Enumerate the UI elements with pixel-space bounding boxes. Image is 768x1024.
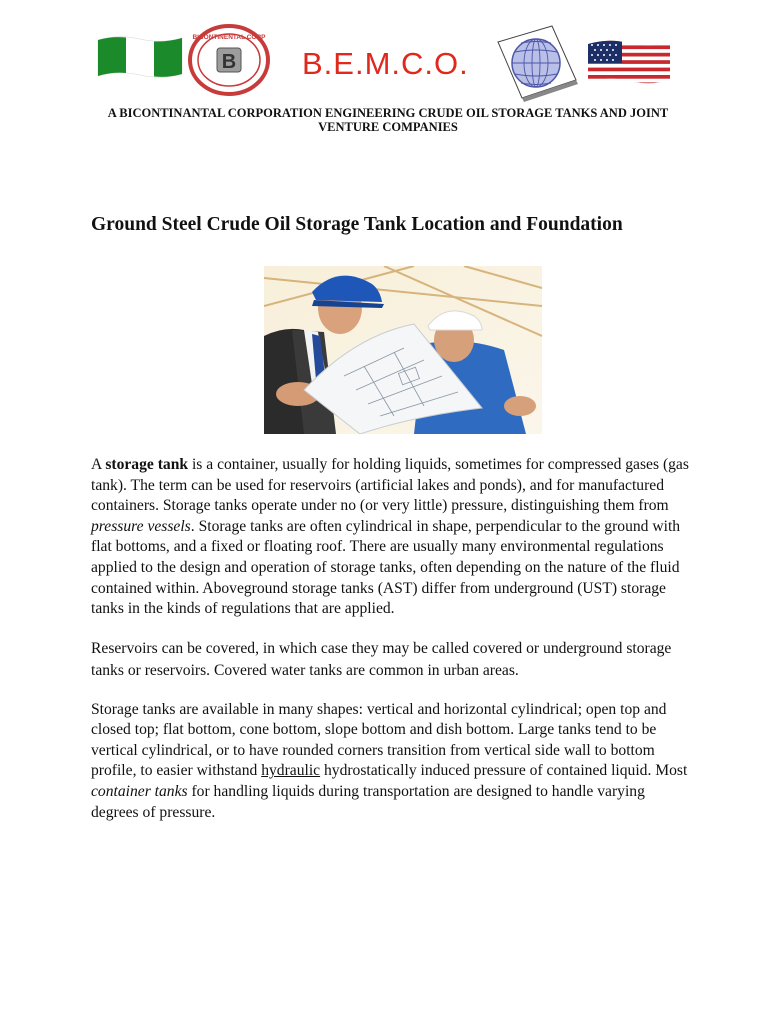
term-storage-tank: storage tank	[105, 456, 189, 473]
nigeria-flag-icon	[96, 34, 184, 80]
page-title: Ground Steel Crude Oil Storage Tank Location and Foundation	[91, 214, 623, 235]
term-pressure-vessels: pressure vessels	[91, 517, 191, 535]
brand-name: B.E.M.C.O.	[302, 46, 469, 81]
page-header	[0, 0, 768, 100]
usa-flag-icon	[586, 38, 672, 86]
company-tagline: A BICONTINANTAL CORPORATION ENGINEERING CRUDE OIL STORAGE TANKS AND JOINT VENTURE COMPANIES	[107, 106, 669, 134]
paragraph-storage-tank-definition: A storage tank is a container, usually for holding liquids, sometimes for compressed gases (gas tank). The term can be used for reservoirs (artificial lakes and ponds), and for manufactured containers. Storage tanks operate under no (or very little) pressure, distinguishing them from pressure vessels. Storage tanks are often cylindrical in shape, perpendicular to the ground with flat bottoms, and a fixed or floating roof. There are usually many environmental regulations applied to the design and operation of storage tanks, often depending on the nature of the fluid contained within. Aboveground storage tanks (AST) differ from underground (UST) storage tanks in the kinds of regulations that are applied.	[91, 456, 689, 618]
globe-logo-icon	[492, 22, 580, 102]
bicontinental-corp-logo-icon	[188, 24, 270, 96]
paragraph-tank-shapes: Storage tanks are available in many shapes: vertical and horizontal cylindrical; open top and closed top; flat bottom, cone bottom, slope bottom and dish bottom. Large tanks tend to be vertical cylindrical, or to have rounded corners transition from vertical side wall to bottom profile, to easier withstand hydraulic hydrostatically induced pressure of contained liquid. Most container tanks for handling liquids during transportation are designed to handle varying degrees of pressure.	[91, 700, 688, 821]
corp-logo-text: BICONTINENTAL CORP	[192, 34, 266, 41]
article-body	[91, 455, 691, 841]
term-container-tanks: container tanks	[91, 782, 188, 800]
engineers-reviewing-blueprint-photo	[264, 266, 542, 434]
corp-logo-letter: B	[221, 51, 237, 73]
paragraph-reservoirs: Reservoirs can be covered, in which case they may be called covered or underground storage tanks or reservoirs. Covered water tanks are common in urban areas.	[91, 639, 672, 680]
hydraulic-link[interactable]: hydraulic	[261, 762, 321, 780]
